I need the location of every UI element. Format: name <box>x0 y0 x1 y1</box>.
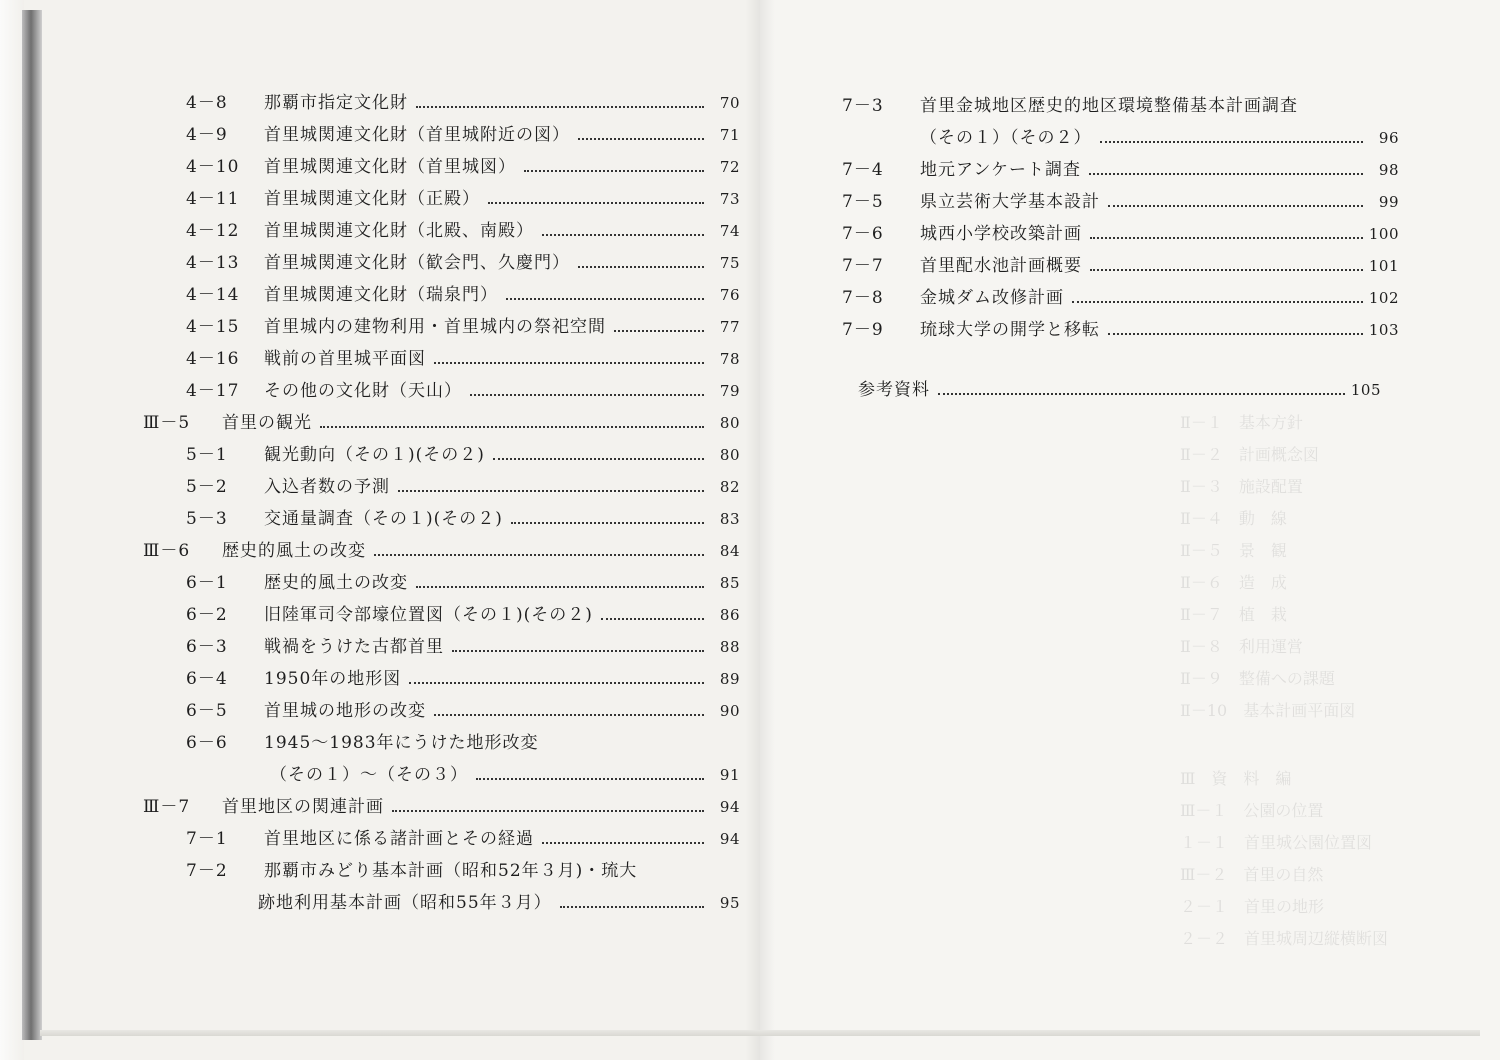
toc-title: 戦禍をうけた古都首里 <box>264 637 444 657</box>
toc-page-number: 78 <box>719 350 740 368</box>
toc-number: 6－3 <box>186 637 228 657</box>
toc-page-number: 96 <box>1378 129 1399 147</box>
toc-page-number: 89 <box>719 670 740 688</box>
toc-title: （その１）～（その３） <box>270 765 468 785</box>
toc-title: 首里城関連文化財（首里城図） <box>264 157 516 177</box>
toc-title: 歴史的風土の改変 <box>222 541 366 561</box>
toc-entry[interactable] <box>0 92 1420 120</box>
toc-entry[interactable] <box>0 729 745 757</box>
toc-entry[interactable] <box>0 633 745 661</box>
toc-title: 観光動向（その１)(その２) <box>264 445 485 465</box>
toc-number: 5－1 <box>186 445 228 465</box>
toc-number: 4－11 <box>186 189 240 209</box>
dot-leader <box>1089 173 1363 175</box>
toc-number: 4－13 <box>186 253 240 273</box>
toc-page-number: 73 <box>719 190 740 208</box>
toc-entry[interactable] <box>0 473 745 501</box>
toc-entry[interactable] <box>0 316 1420 344</box>
toc-title: 1950年の地形図 <box>264 669 402 689</box>
toc-number: 7－4 <box>842 160 884 180</box>
toc-page-number: 94 <box>719 830 740 848</box>
toc-title: 跡地利用基本計画（昭和55年３月） <box>258 893 552 913</box>
toc-number: Ⅲ－7 <box>143 797 191 817</box>
toc-title: 地元アンケート調査 <box>920 160 1081 180</box>
toc-entry[interactable] <box>0 505 745 533</box>
toc-number: 4－10 <box>186 157 240 177</box>
dot-leader <box>493 458 704 460</box>
dot-leader <box>374 554 704 556</box>
toc-title: 戦前の首里城平面図 <box>264 349 426 369</box>
toc-number: 4－15 <box>186 317 240 337</box>
dot-leader <box>392 810 704 812</box>
toc-title: 那覇市指定文化財 <box>264 93 408 113</box>
toc-page-number: 70 <box>719 94 740 112</box>
toc-number: 5－2 <box>186 477 228 497</box>
toc-title: 首里城関連文化財（歓会門、久慶門） <box>264 253 570 273</box>
dot-leader <box>398 490 704 492</box>
toc-number: 6－6 <box>186 733 228 753</box>
dot-leader <box>452 650 704 652</box>
toc-title: その他の文化財（天山） <box>264 381 462 401</box>
toc-entry[interactable] <box>0 188 1420 216</box>
toc-entry-references[interactable] <box>855 376 1415 404</box>
toc-number: 7－5 <box>842 192 884 212</box>
toc-title: 琉球大学の開学と移転 <box>920 320 1100 340</box>
toc-page-number: 98 <box>1378 161 1399 179</box>
toc-entry[interactable] <box>0 857 745 885</box>
toc-number: 6－1 <box>186 573 228 593</box>
toc-entry[interactable] <box>0 569 745 597</box>
toc-page-number: 77 <box>719 318 740 336</box>
toc-number: 4－8 <box>186 93 228 113</box>
dot-leader <box>320 426 704 428</box>
toc-number: 6－4 <box>186 669 228 689</box>
toc-page-number: 79 <box>719 382 740 400</box>
toc-page-number: 84 <box>719 542 740 560</box>
toc-page-number: 75 <box>719 254 740 272</box>
toc-number: 5－3 <box>186 509 228 529</box>
toc-page-number: 101 <box>1368 257 1399 275</box>
toc-title: 入込者数の予測 <box>264 477 390 497</box>
dot-leader <box>470 394 704 396</box>
toc-page-number: 91 <box>719 766 740 784</box>
toc-entry[interactable] <box>0 124 1420 152</box>
dot-leader <box>434 714 704 716</box>
toc-title: （その１）（その２） <box>920 128 1092 148</box>
toc-page-number: 99 <box>1378 193 1399 211</box>
toc-number: 4－17 <box>186 381 240 401</box>
toc-title: 那覇市みどり基本計画（昭和52年３月)・琉大 <box>264 861 638 881</box>
toc-title: 1945～1983年にうけた地形改変 <box>264 733 539 753</box>
toc-entry[interactable] <box>0 761 745 789</box>
toc-number: 7－6 <box>842 224 884 244</box>
toc-page-number: 83 <box>719 510 740 528</box>
toc-entry[interactable] <box>0 601 745 629</box>
dot-leader <box>1072 301 1363 303</box>
toc-entry[interactable] <box>0 793 745 821</box>
toc-title: 首里地区に係る諸計画とその経過 <box>264 829 534 849</box>
toc-page-number: 76 <box>719 286 740 304</box>
toc-entry[interactable] <box>0 156 1420 184</box>
toc-title: 首里金城地区歴史的地区環境整備基本計画調査 <box>920 96 1298 116</box>
toc-page-number: 100 <box>1368 225 1399 243</box>
toc-title: 歴史的風土の改変 <box>264 573 408 593</box>
toc-number: 6－5 <box>186 701 228 721</box>
dot-leader <box>1108 333 1363 335</box>
toc-page-number: 80 <box>719 414 740 432</box>
toc-page-number: 85 <box>719 574 740 592</box>
dot-leader <box>511 522 704 524</box>
toc-entry[interactable] <box>0 537 745 565</box>
toc-entry[interactable] <box>0 284 1420 312</box>
toc-title: 旧陸軍司令部壕位置図（その１)(その２) <box>264 605 593 625</box>
dot-leader <box>409 682 704 684</box>
toc-page-number: 88 <box>719 638 740 656</box>
toc-entry[interactable] <box>0 825 745 853</box>
toc-number: 4－12 <box>186 221 240 241</box>
toc-title: 首里城関連文化財（首里城附近の図） <box>264 125 570 145</box>
toc-page-number: 80 <box>719 446 740 464</box>
toc-page-number: 105 <box>1350 381 1381 399</box>
toc-number: 4－14 <box>186 285 240 305</box>
toc-page-number: 72 <box>719 158 740 176</box>
toc-entry[interactable] <box>0 220 1420 248</box>
toc-title: 首里城の地形の改変 <box>264 701 426 721</box>
toc-title: 交通量調査（その１)(その２) <box>264 509 503 529</box>
dot-leader <box>476 778 704 780</box>
toc-entry[interactable] <box>0 252 1420 280</box>
dot-leader <box>1090 269 1363 271</box>
toc-page-number: 90 <box>719 702 740 720</box>
toc-number: 7－7 <box>842 256 884 276</box>
toc-page-number: 86 <box>719 606 740 624</box>
toc-title: 首里城関連文化財（瑞泉門） <box>264 285 498 305</box>
dot-leader <box>938 393 1345 395</box>
toc-number: 7－1 <box>186 829 228 849</box>
toc-page-number: 95 <box>719 894 740 912</box>
toc-entry[interactable] <box>0 697 745 725</box>
dot-leader <box>560 906 704 908</box>
toc-title: 首里地区の関連計画 <box>222 797 384 817</box>
toc-number: 7－2 <box>186 861 228 881</box>
toc-page-number: 103 <box>1368 321 1399 339</box>
toc-entry[interactable] <box>0 409 745 437</box>
dot-leader <box>601 618 704 620</box>
dot-leader <box>542 842 704 844</box>
toc-title: 首里城関連文化財（正殿） <box>264 189 480 209</box>
dot-leader <box>1108 205 1363 207</box>
toc-number: Ⅲ－5 <box>143 413 191 433</box>
toc-entry[interactable] <box>0 345 745 373</box>
toc-page-number: 71 <box>719 126 740 144</box>
toc-entry[interactable] <box>0 889 745 917</box>
toc-title: 首里城内の建物利用・首里城内の祭祀空間 <box>264 317 606 337</box>
toc-entry[interactable] <box>0 665 745 693</box>
toc-entry[interactable] <box>0 441 745 469</box>
toc-number: 7－3 <box>842 96 884 116</box>
toc-page-number: 94 <box>719 798 740 816</box>
page-bottom-edge <box>40 1030 1480 1036</box>
toc-title: 首里の観光 <box>222 413 312 433</box>
dot-leader <box>1100 141 1363 143</box>
dot-leader <box>416 586 704 588</box>
toc-title: 首里配水池計画概要 <box>920 256 1082 276</box>
toc-page-number: 74 <box>719 222 740 240</box>
toc-number: 7－8 <box>842 288 884 308</box>
toc-number: 4－16 <box>186 349 240 369</box>
toc-title: 参考資料 <box>858 380 930 400</box>
toc-page-number: 82 <box>719 478 740 496</box>
toc-title: 城西小学校改築計画 <box>920 224 1082 244</box>
toc-title: 金城ダム改修計画 <box>920 288 1064 308</box>
dot-leader <box>1090 237 1363 239</box>
toc-title: 県立芸術大学基本設計 <box>920 192 1100 212</box>
toc-number: 6－2 <box>186 605 228 625</box>
toc-number: 4－9 <box>186 125 228 145</box>
toc-number: Ⅲ－6 <box>143 541 191 561</box>
toc-title: 首里城関連文化財（北殿、南殿） <box>264 221 534 241</box>
toc-page-number: 102 <box>1368 289 1399 307</box>
toc-number: 7－9 <box>842 320 884 340</box>
dot-leader <box>434 362 704 364</box>
toc-entry[interactable] <box>0 377 745 405</box>
